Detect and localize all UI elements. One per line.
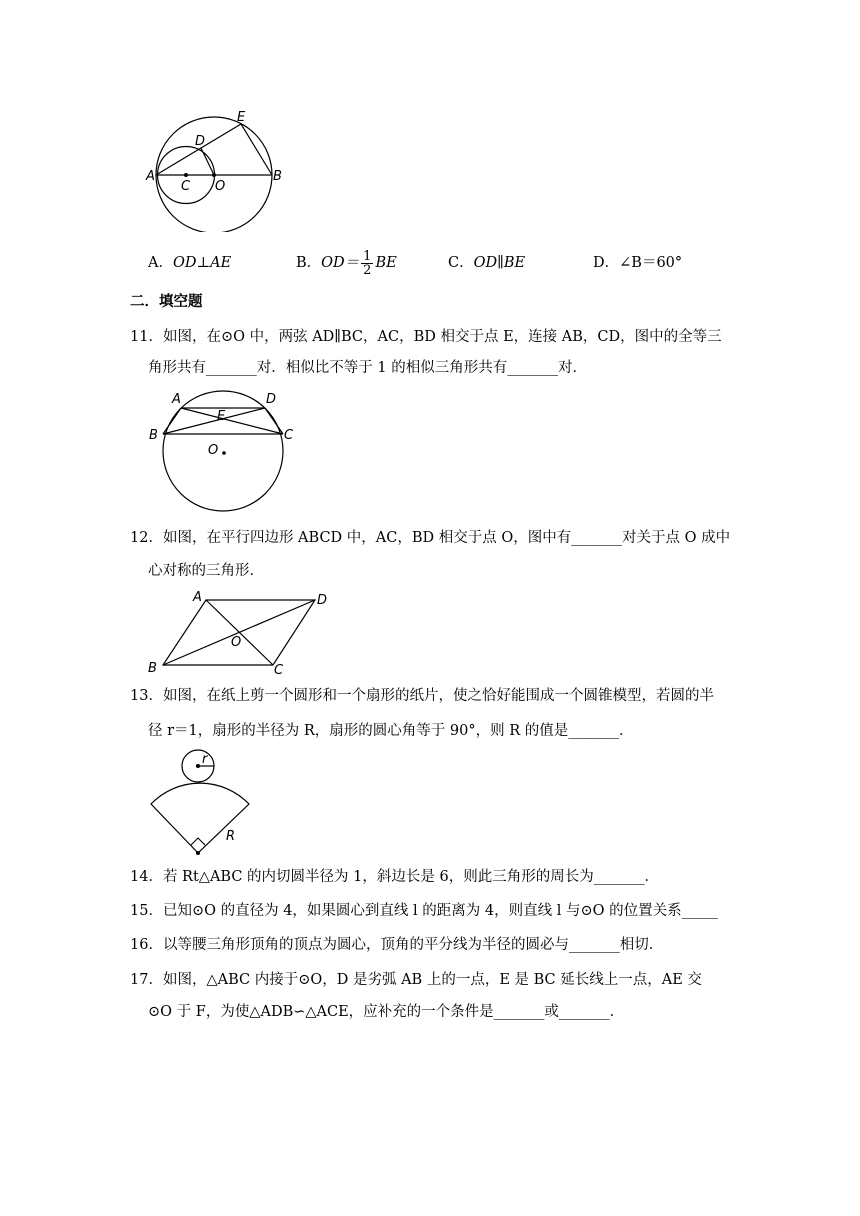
q12-line2: 心对称的三角形． [148, 563, 264, 579]
label-A: A [146, 169, 155, 184]
q12-figure [145, 588, 343, 676]
label-O: O [208, 443, 219, 458]
option-text: OD∥BE [473, 255, 526, 271]
q12-line1: 12．如图，在平行四边形 ABCD 中，AC，BD 相交于点 O，图中有_______对关于点 O 成中 [130, 530, 731, 546]
option-letter: D． [593, 255, 620, 271]
label-A: A [172, 392, 181, 407]
center-O-dot [212, 173, 216, 177]
section-title: 二．填空题 [130, 294, 203, 310]
label-D: D [266, 392, 277, 407]
option-text-pre: OD＝ [321, 255, 360, 271]
label-R: R [226, 829, 236, 844]
q10-option-b [296, 244, 397, 282]
label-C: C [284, 428, 294, 443]
q15: 15．已知⊙O 的直径为 4，如果圆心到直线 l 的距离为 4，则直线 l 与⊙O 的位置关系_____ [130, 903, 718, 919]
q10-option-a [148, 252, 231, 274]
label-O: O [215, 179, 226, 194]
q17-line2: ⊙O 于 F，为使△ADB∽△ACE，应补充的一个条件是_______或_______． [148, 1004, 625, 1020]
label-D: D [317, 593, 328, 608]
q10-option-d [593, 252, 682, 274]
q10-option-c [448, 252, 525, 274]
circle-center-dot [196, 764, 200, 768]
option-letter: B． [296, 255, 322, 271]
label-D: D [195, 134, 206, 149]
option-letter: A． [148, 255, 173, 271]
sector-vertex-dot [196, 851, 200, 855]
label-B: B [148, 661, 157, 676]
label-B: B [149, 428, 158, 443]
option-letter: C． [448, 255, 474, 271]
q11-line1: 11．如图，在⊙O 中，两弦 AD∥BC，AC，BD 相交于点 E，连接 AB，CD，图中的全等三 [130, 329, 722, 345]
fraction-one-half: $\frac{1}{2}$ [363, 248, 372, 278]
q14: 14．若 Rt△ABC 的内切圆半径为 1，斜边长是 6，则此三角形的周长为_______． [130, 869, 659, 885]
q16: 16．以等腰三角形顶角的顶点为圆心，顶角的平分线为半径的圆必与_______相切． [130, 937, 664, 953]
q11-figure [145, 388, 303, 512]
label-C: C [274, 663, 284, 676]
q10-figure [145, 108, 285, 232]
label-E: E [237, 110, 246, 125]
option-text: OD⊥AE [172, 255, 232, 271]
label-r: r [202, 752, 208, 767]
q17-line1: 17．如图，△ABC 内接于⊙O，D 是劣弧 AB 上的一点，E 是 BC 延长线上一点，AE 交 [130, 972, 702, 988]
label-E: E [217, 409, 226, 424]
label-B: B [273, 169, 282, 184]
center-C-dot [184, 173, 188, 177]
center-O-dot [222, 451, 226, 455]
label-A: A [193, 590, 202, 605]
q11-line2: 角形共有_______对．相似比不等于 1 的相似三角形共有_______对． [148, 360, 587, 376]
label-C: C [181, 179, 191, 194]
q13-line2: 径 r＝1，扇形的半径为 R，扇形的圆心角等于 90°，则 R 的值是_______． [148, 723, 634, 739]
label-O: O [231, 635, 242, 650]
q13-figure [145, 748, 255, 858]
q13-line1: 13．如图，在纸上剪一个圆形和一个扇形的纸片，使之恰好能围成一个圆锥模型，若圆的半 [130, 688, 714, 704]
option-text: ∠B＝60° [619, 255, 683, 271]
option-text-post: BE [375, 255, 397, 271]
